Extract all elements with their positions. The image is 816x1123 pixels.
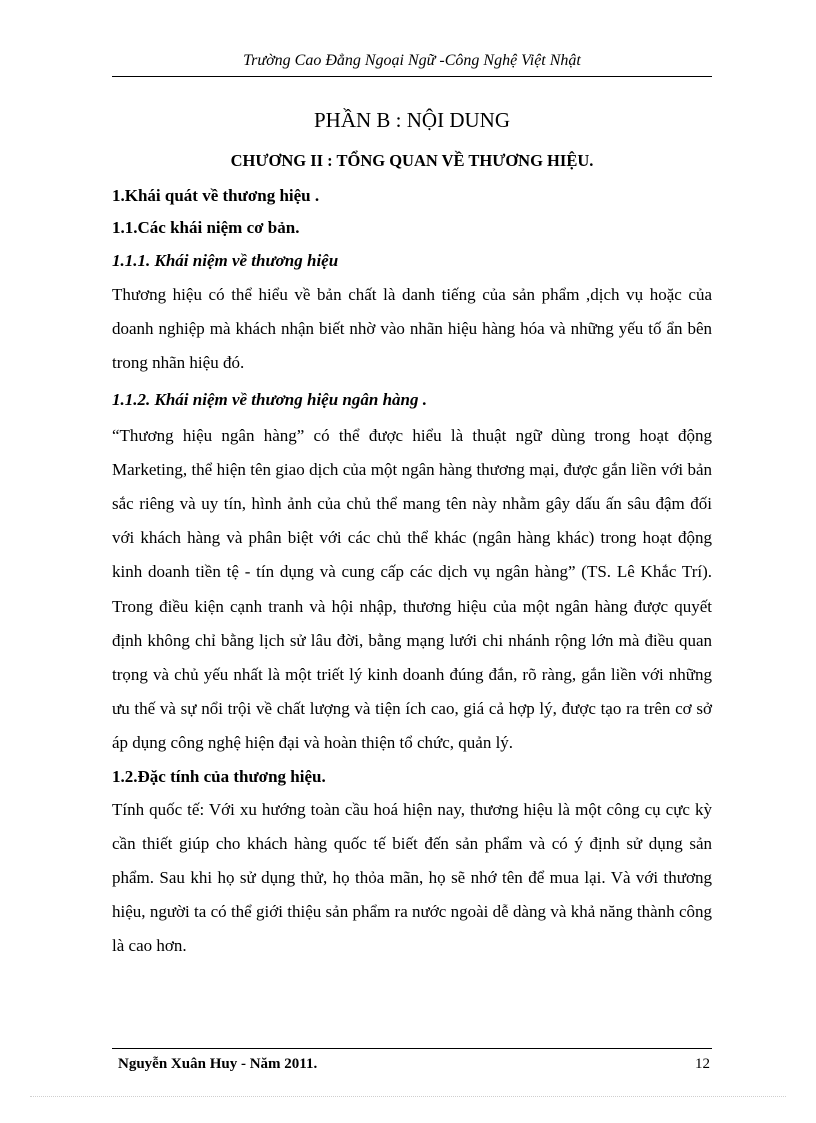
page-content — [112, 100, 712, 964]
header-rule — [112, 76, 712, 77]
page-number: 12 — [695, 1056, 710, 1072]
page-header: Trường Cao Đẳng Ngoại Ngữ -Công Nghệ Việt Nhật — [243, 52, 581, 69]
footer-author: Nguyễn Xuân Huy - Năm 2011. — [118, 1056, 318, 1072]
chapter-title: CHƯƠNG II : TỔNG QUAN VỀ THƯƠNG HIỆU. — [230, 151, 594, 170]
section-heading-1-1-1: 1.1.1. Khái niệm về thương hiệu — [112, 251, 339, 270]
section-heading-1-1-2: 1.1.2. Khái niệm về thương hiệu ngân hàng . — [112, 389, 427, 409]
paragraph-brand-definition: Thương hiệu có thể hiểu về bản chất là danh tiếng của sản phẩm ,dịch vụ hoặc của doanh nghiệp mà khách nhận biết nhờ vào nhãn hiệu hàng hóa và những yếu tố ẩn bên trong nhãn hiệu đó. — [112, 285, 712, 373]
footer-rule — [112, 1048, 712, 1049]
page-bottom-border — [30, 1096, 786, 1097]
section-heading-1-2: 1.2.Đặc tính của thương hiệu. — [112, 766, 326, 786]
section-heading-1-1: 1.1.Các khái niệm cơ bản. — [112, 218, 300, 237]
paragraph-bank-brand: “Thương hiệu ngân hàng” có thể được hiểu là thuật ngữ dùng trong hoạt động Marketing, thể hiện tên giao dịch của một ngân hàng thương mại, được gắn liền với bản sắc riêng và uy tín, hình ảnh của chủ thể mang tên này nhằm gây dấu ấn sâu đậm đối với khách hàng và phân biệt với các chủ thể khác (ngân hàng khác) trong hoạt động kinh doanh tiền tệ - tín dụng và cung cấp các dịch vụ ngân hàng” (TS. Lê Khắc Trí). Trong điều kiện cạnh tranh và hội nhập, thương hiệu của một ngân hàng được quyết định không chỉ bằng lịch sử lâu đời, bằng mạng lưới chi nhánh rộng lớn mà điều quan trọng và chủ yếu nhất là một triết lý kinh doanh đúng đắn, rõ ràng, gắn liền với những ưu thế và sự nổi trội về chất lượng và tiện ích cao, giá cả hợp lý, được tạo ra trên cơ sở áp dụng công nghệ hiện đại và hoàn thiện tổ chức, quản lý. — [112, 425, 712, 753]
paragraph-brand-characteristics: Tính quốc tế: Với xu hướng toàn cầu hoá hiện nay, thương hiệu là một công cụ cực kỳ cần thiết giúp cho khách hàng quốc tế biết đến sản phẩm và có ý định sử dụng sản phẩm. Sau khi họ sử dụng thử, họ thỏa mãn, họ sẽ nhớ tên để mua lại. Và với thương hiệu, người ta có thể giới thiệu sản phẩm ra nước ngoài dễ dàng và khả năng thành công là cao hơn. — [112, 799, 712, 956]
section-heading-1: 1.Khái quát về thương hiệu . — [112, 186, 320, 205]
part-title: PHẦN B : NỘI DUNG — [313, 108, 510, 132]
